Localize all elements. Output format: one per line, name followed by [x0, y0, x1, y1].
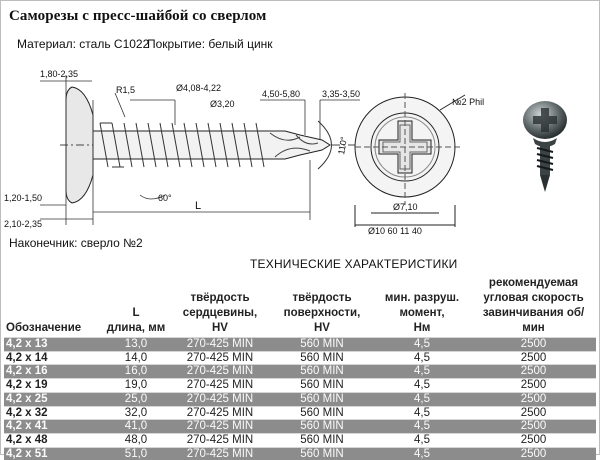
cell-min-torque: 4,5 [373, 379, 471, 393]
cell-length: 51,0 [103, 447, 169, 460]
spec-table-body [4, 338, 596, 460]
cell-speed: 2500 [471, 433, 596, 447]
tip-angle-dim: 110° [336, 136, 349, 156]
cell-designation: 4,2 x 41 [4, 420, 103, 434]
table-row [4, 351, 596, 365]
cell-length: 48,0 [103, 433, 169, 447]
cell-designation: 4,2 x 16 [4, 365, 103, 379]
cell-speed: 2500 [471, 447, 596, 460]
cell-core-hardness: 270-425 MIN [169, 392, 271, 406]
screw-photo [515, 100, 575, 195]
drill-diameter-dim: 3,35-3,50 [322, 89, 360, 99]
cell-speed: 2500 [471, 420, 596, 434]
cell-core-hardness: 270-425 MIN [169, 406, 271, 420]
table-row [4, 365, 596, 379]
cell-length: 32,0 [103, 406, 169, 420]
header-length: L длина, мм [103, 276, 169, 338]
thread-angle-dim: 60° [158, 193, 172, 203]
cell-length: 25,0 [103, 392, 169, 406]
cell-surface-hardness: 560 MIN [271, 351, 373, 365]
screw-technical-drawing [0, 55, 500, 235]
cell-speed: 2500 [471, 379, 596, 393]
cell-length: 13,0 [103, 338, 169, 352]
page-title: Саморезы с пресс-шайбой со сверлом [9, 8, 266, 25]
cell-length: 19,0 [103, 379, 169, 393]
cell-length: 41,0 [103, 420, 169, 434]
washer-thickness-dim: 1,20-1,50 [4, 193, 42, 203]
cell-designation: 4,2 x 48 [4, 433, 103, 447]
cell-min-torque: 4,5 [373, 392, 471, 406]
cell-surface-hardness: 560 MIN [271, 447, 373, 460]
cell-min-torque: 4,5 [373, 433, 471, 447]
header-speed: рекомендуемая угловая скорость завинчивания об/мин [471, 276, 596, 338]
spec-table [4, 276, 596, 460]
cell-core-hardness: 270-425 MIN [169, 447, 271, 460]
table-row [4, 338, 596, 352]
cell-designation: 4,2 x 51 [4, 447, 103, 460]
cell-designation: 4,2 x 19 [4, 379, 103, 393]
cell-core-hardness: 270-425 MIN [169, 420, 271, 434]
cell-designation: 4,2 x 13 [4, 338, 103, 352]
cell-designation: 4,2 x 14 [4, 351, 103, 365]
cell-speed: 2500 [471, 365, 596, 379]
header-surface-hardness: твёрдость поверхности, HV [271, 276, 373, 338]
material-label: Материал: сталь С1022 [17, 37, 149, 51]
spec-table-header [4, 276, 596, 338]
table-row [4, 379, 596, 393]
cell-core-hardness: 270-425 MIN [169, 338, 271, 352]
cell-surface-hardness: 560 MIN [271, 365, 373, 379]
photo-drill-tip [540, 175, 550, 192]
cell-core-hardness: 270-425 MIN [169, 379, 271, 393]
table-row [4, 433, 596, 447]
core-diameter-dim: Ø3,20 [210, 99, 235, 109]
total-head-dim: 2,10-2,35 [4, 219, 42, 229]
cell-min-torque: 4,5 [373, 351, 471, 365]
table-row [4, 447, 596, 460]
cell-core-hardness: 270-425 MIN [169, 433, 271, 447]
cell-surface-hardness: 560 MIN [271, 433, 373, 447]
cell-speed: 2500 [471, 406, 596, 420]
cell-surface-hardness: 560 MIN [271, 420, 373, 434]
table-row [4, 406, 596, 420]
cell-min-torque: 4,5 [373, 406, 471, 420]
cell-min-torque: 4,5 [373, 365, 471, 379]
cell-speed: 2500 [471, 351, 596, 365]
cell-min-torque: 4,5 [373, 447, 471, 460]
phillips-size-label: №2 Phil [452, 97, 484, 107]
cell-surface-hardness: 560 MIN [271, 392, 373, 406]
cell-surface-hardness: 560 MIN [271, 338, 373, 352]
table-row [4, 392, 596, 406]
length-dim: L [195, 200, 201, 212]
coating-label: Покрытие: белый цинк [147, 37, 273, 51]
header-min-torque: мин. разруш. момент, Нм [373, 276, 471, 338]
drill-length-dim: 4,50-5,80 [262, 89, 300, 99]
radius-dim: R1,5 [116, 85, 135, 95]
spec-heading: ТЕХНИЧЕСКИЕ ХАРАКТЕРИСТИКИ [250, 257, 457, 271]
head-diameter-dim: Ø4,08-4,22 [176, 83, 221, 93]
cell-designation: 4,2 x 25 [4, 392, 103, 406]
cell-core-hardness: 270-425 MIN [169, 351, 271, 365]
cell-min-torque: 4,5 [373, 338, 471, 352]
cell-designation: 4,2 x 32 [4, 406, 103, 420]
tip-note: Наконечник: сверло №2 [9, 236, 143, 250]
cell-speed: 2500 [471, 392, 596, 406]
cell-length: 16,0 [103, 365, 169, 379]
washer-diameter-dim: Ø10 60 11 40 [368, 226, 422, 235]
header-designation: Обозначение [4, 276, 103, 338]
cell-speed: 2500 [471, 338, 596, 352]
cell-min-torque: 4,5 [373, 420, 471, 434]
cell-surface-hardness: 560 MIN [271, 379, 373, 393]
cell-length: 14,0 [103, 351, 169, 365]
cell-surface-hardness: 560 MIN [271, 406, 373, 420]
cell-core-hardness: 270-425 MIN [169, 365, 271, 379]
header-core-hardness: твёрдость сердцевины, HV [169, 276, 271, 338]
recess-diameter-dim: Ø7,10 [393, 202, 418, 212]
table-row [4, 420, 596, 434]
head-thickness-dim: 1,80-2,35 [40, 69, 78, 79]
